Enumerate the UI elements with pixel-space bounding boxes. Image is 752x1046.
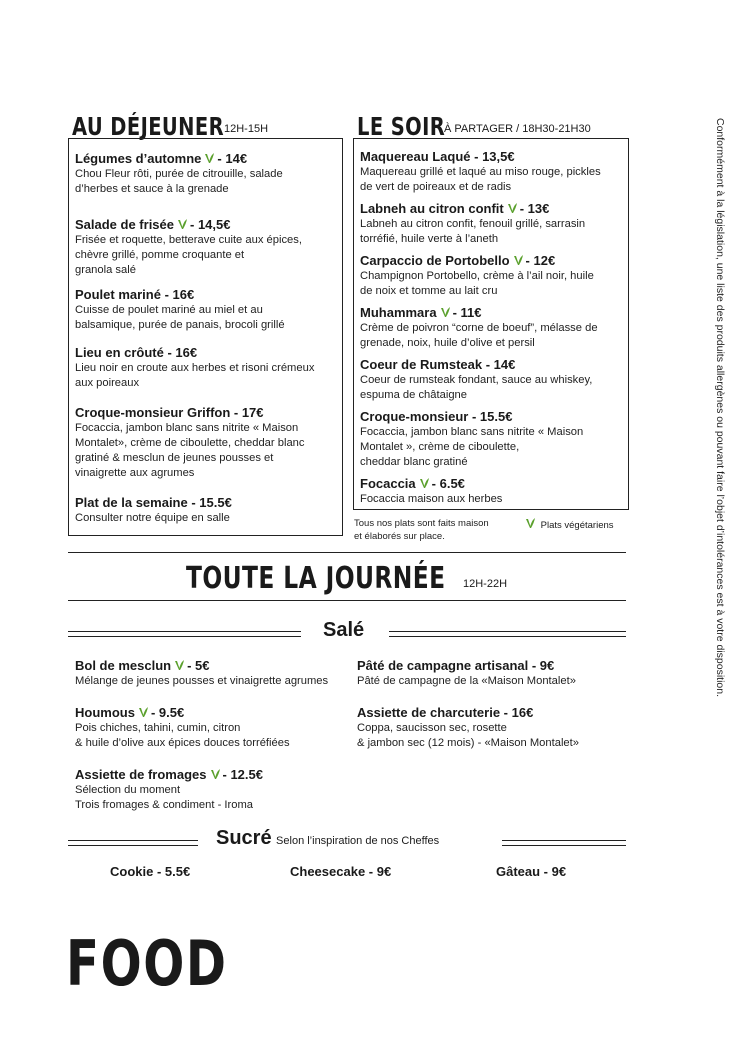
menu-item-price: - 14,5€: [190, 217, 231, 232]
menu-item: [360, 476, 624, 507]
menu-item-description: Sélection du moment Trois fromages & condiment - Iroma: [75, 784, 254, 811]
menu-item: [75, 658, 355, 689]
sucre-subtitle: Selon l’inspiration de nos Cheffes: [276, 835, 440, 847]
sucre-header: [216, 827, 439, 850]
menu-item-name: Plat de la semaine - 15.5€: [75, 495, 232, 510]
menu-item-title: [360, 305, 624, 321]
menu-item-price: - 6.5€: [431, 476, 465, 491]
menu-item-name: Poulet mariné - 16€: [75, 287, 195, 302]
menu-item-name: Focaccia: [360, 476, 416, 491]
menu-item-description: Maquereau grillé et laqué au miso rouge, pickles de vert de poireaux et de radis: [360, 166, 601, 193]
menu-item-description: Coeur de rumsteak fondant, sauce au whiskey, espuma de châtaigne: [360, 374, 593, 401]
menu-item-price: - 13€: [519, 201, 550, 216]
menu-item-description: Labneh au citron confit, fenouil grillé, sarrasin torréfié, huile verte à l’aneth: [360, 218, 586, 245]
menu-item-title: [75, 217, 338, 233]
sucre-item-cheesecake: Cheesecake - 9€: [290, 864, 392, 879]
menu-item-price: - 14€: [217, 151, 248, 166]
menu-item-title: [75, 151, 338, 167]
menu-item-title: [360, 149, 624, 165]
menu-item-price: - 12€: [525, 253, 556, 268]
menu-item-description: Consulter notre équipe en salle: [75, 512, 230, 524]
menu-item: [75, 217, 338, 278]
food-title-wrap: [66, 927, 273, 1000]
sucre-rule-left: [68, 840, 198, 846]
menu-item-description: Focaccia maison aux herbes: [360, 493, 503, 505]
menu-item: [360, 253, 624, 299]
soir-hours: À PARTAGER / 18H30-21H30: [444, 123, 591, 135]
menu-item-description: Champignon Portobello, crème à l’ail noir, huile de noix et tomme au lait cru: [360, 270, 594, 297]
menu-item-description: Crème de poivron “corne de boeuf”, mélasse de grenade, noix, huile d’olive et persil: [360, 322, 598, 349]
menu-item: [360, 305, 624, 351]
sale-title: Salé: [323, 619, 365, 641]
menu-item-price: - 11€: [452, 305, 482, 320]
menu-item-description: Cuisse de poulet mariné au miel et au balsamique, purée de panais, brocoli grillé: [75, 304, 285, 331]
menu-item: [360, 409, 624, 470]
divider-top: [68, 552, 626, 553]
sucre-rule-right: [502, 840, 626, 846]
menu-item-name: Maquereau Laqué - 13,5€: [360, 149, 515, 164]
menu-item: [75, 287, 338, 333]
menu-item-price: - 5€: [187, 658, 210, 673]
sucre-item-gateau: Gâteau - 9€: [496, 864, 567, 879]
leaf-icon: [174, 659, 185, 671]
menu-item-title: [360, 201, 624, 217]
leaf-icon: [513, 254, 524, 266]
menu-item-name: Assiette de fromages: [75, 767, 207, 782]
sale-rule-right: [389, 631, 626, 637]
menu-item-name: Pâté de campagne artisanal - 9€: [357, 658, 555, 673]
veg-legend-label: Plats végétariens: [540, 520, 614, 531]
menu-item-name: Croque-monsieur Griffon - 17€: [75, 405, 264, 420]
menu-item-description: Mélange de jeunes pousses et vinaigrette agrumes: [75, 675, 329, 687]
dejeuner-box: [68, 138, 343, 536]
menu-item: [360, 201, 624, 247]
leaf-icon: [138, 706, 149, 718]
menu-item: [357, 705, 627, 751]
menu-item-description: Pâté de campagne de la «Maison Montalet»: [357, 675, 576, 687]
leaf-icon: [440, 306, 451, 318]
leaf-icon: [177, 218, 188, 230]
leaf-icon: [525, 517, 536, 529]
menu-item: [75, 767, 355, 813]
sale-rule-left: [68, 631, 301, 637]
menu-item-description: Frisée et roquette, betterave cuite aux épices, chèvre grillé, pomme croquante et granola salé: [75, 234, 302, 276]
menu-item-title: [360, 409, 624, 425]
journee-title: TOUTE LA JOURNÉE: [186, 561, 446, 596]
homemade-note: Tous nos plats sont faits maison et élaborés sur place.: [354, 518, 489, 542]
menu-item-title: [75, 767, 355, 783]
menu-item-name: Légumes d’automne: [75, 151, 202, 166]
menu-item: [75, 151, 338, 197]
menu-item-name: Lieu en crôuté - 16€: [75, 345, 198, 360]
veg-legend: [522, 517, 614, 531]
menu-item-price: - 12.5€: [222, 767, 263, 782]
menu-item: [75, 345, 338, 391]
menu-item-title: [75, 658, 355, 674]
menu-item-description: Coppa, saucisson sec, rosette & jambon sec (12 mois) - «Maison Montalet»: [357, 722, 579, 749]
journee-hours: 12H-22H: [463, 578, 508, 590]
menu-item-name: Bol de mesclun: [75, 658, 172, 673]
leaf-icon: [507, 202, 518, 214]
allergen-legal-notice: Conformément à la législation, une liste des produits allergènes ou pouvant faire l’objet d’intolérances est à votre disposition.: [714, 118, 726, 698]
menu-item-description: Focaccia, jambon blanc sans nitrite « Maison Montalet», crème de ciboulette, cheddar blanc gratiné & mesclun de jeunes pousses et vinaigrette aux agrumes: [75, 422, 305, 479]
menu-item-title: [75, 705, 355, 721]
menu-item: [75, 705, 355, 751]
menu-item: [75, 495, 338, 526]
food-title: FOOD: [66, 927, 228, 1000]
menu-item-title: [75, 345, 338, 361]
menu-item-name: Carpaccio de Portobello: [360, 253, 510, 268]
menu-item-description: Pois chiches, tahini, cumin, citron & huile d’olive aux épices douces torréfiées: [75, 722, 290, 749]
menu-item-description: Focaccia, jambon blanc sans nitrite « Maison Montalet », crème de ciboulette, cheddar blanc gratiné: [360, 426, 584, 468]
menu-item-title: [357, 658, 627, 674]
dejeuner-hours: 12H-15H: [224, 123, 269, 135]
menu-item-name: Houmous: [75, 705, 135, 720]
menu-item-title: [357, 705, 627, 721]
menu-item: [357, 658, 627, 689]
divider-bottom: [68, 600, 626, 601]
menu-item-name: Assiette de charcuterie - 16€: [357, 705, 534, 720]
soir-box: [353, 138, 629, 510]
menu-item-name: Labneh au citron confit: [360, 201, 504, 216]
menu-item-name: Coeur de Rumsteak - 14€: [360, 357, 516, 372]
menu-item-title: [75, 287, 338, 303]
leaf-icon: [210, 768, 221, 780]
menu-item: [360, 357, 624, 403]
menu-item-title: [360, 476, 624, 492]
menu-item-title: [360, 253, 624, 269]
menu-item-title: [75, 495, 338, 511]
menu-item-description: Lieu noir en croute aux herbes et risoni crémeux aux poireaux: [75, 362, 315, 389]
menu-item: [75, 405, 338, 481]
menu-item-name: Muhammara: [360, 305, 437, 320]
menu-item-description: Chou Fleur rôti, purée de citrouille, salade d’herbes et sauce à la grenade: [75, 168, 283, 195]
dejeuner-title: AU DÉJEUNER: [72, 112, 224, 141]
menu-item-price: - 9.5€: [150, 705, 185, 720]
leaf-icon: [419, 477, 430, 489]
menu-item-title: [75, 405, 338, 421]
menu-item-name: Croque-monsieur - 15.5€: [360, 409, 513, 424]
menu-item-title: [360, 357, 624, 373]
menu-item: [360, 149, 624, 195]
menu-item-name: Salade de frisée: [75, 217, 174, 232]
sucre-title: Sucré: [216, 827, 272, 849]
sucre-item-cookie: Cookie - 5.5€: [110, 864, 191, 879]
leaf-icon: [204, 152, 215, 164]
soir-title: LE SOIR: [357, 112, 446, 141]
